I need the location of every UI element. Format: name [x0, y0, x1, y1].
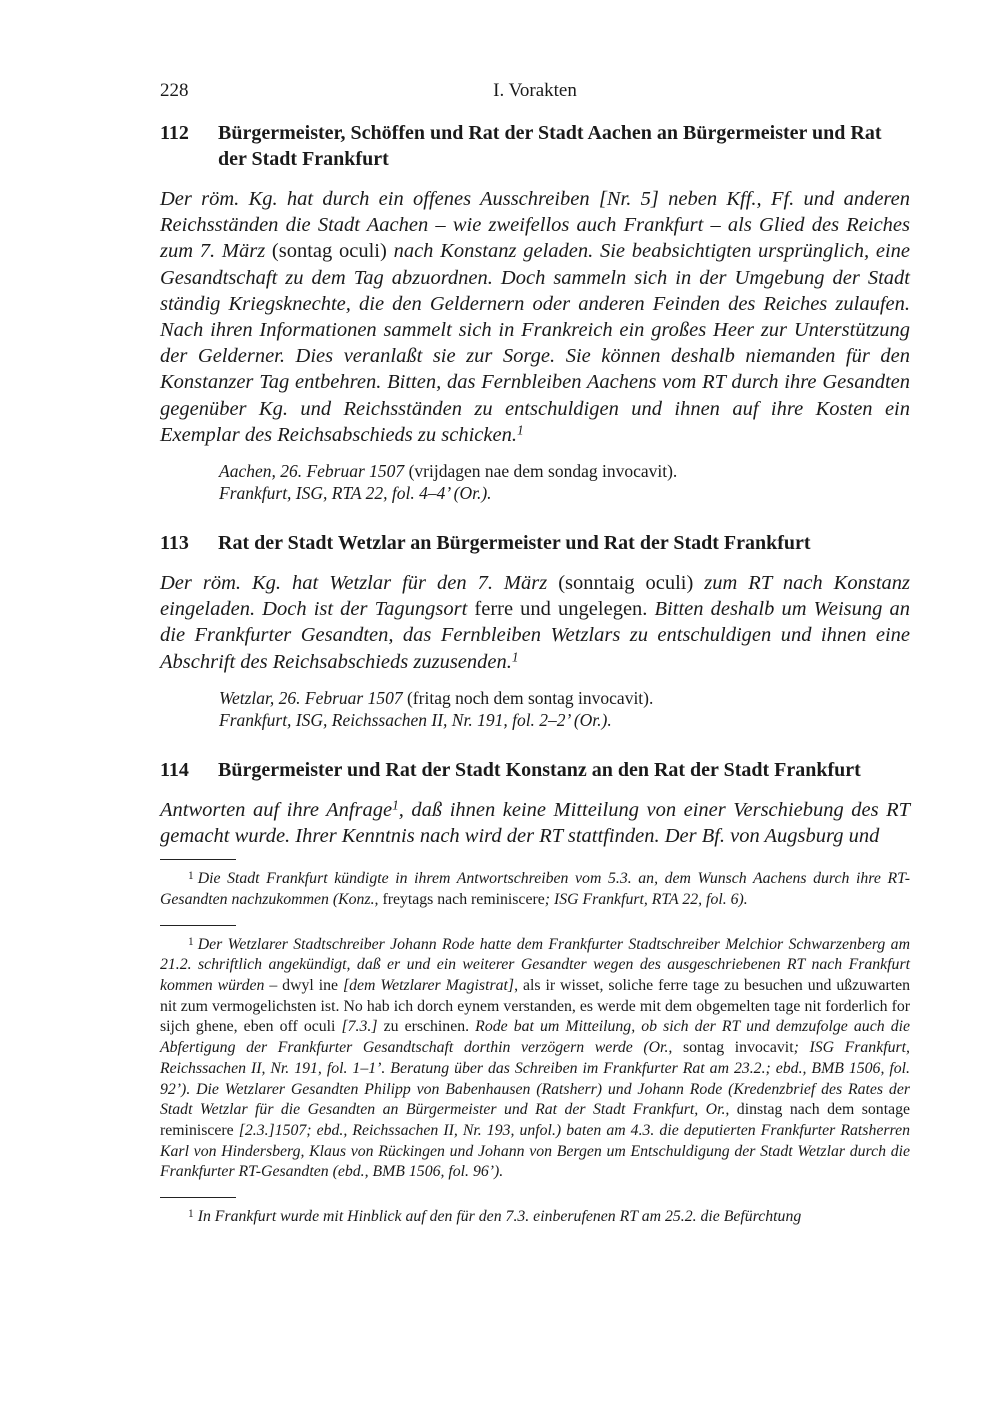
footnote-113-1	[160, 932, 910, 1183]
entry-summary	[160, 186, 910, 448]
text-segment: zu erschinen.	[377, 1018, 476, 1036]
text-segment: ; ISG Frankfurt, RTA 22, fol. 6).	[544, 890, 748, 908]
text-segment: , daß ihnen keine Mitteilung von einer Verschiebung des RT gemacht wurde. Ihrer Kenntnis nach wird der RT stattfinden. Der Bf. von Augsburg und	[160, 798, 910, 848]
text-segment: Wetzlar, 26. Februar 1507	[219, 687, 403, 708]
text-segment: [dem Wetzlarer Magistrat]	[342, 977, 515, 994]
footnote-number: 1	[188, 1208, 194, 1221]
text-segment: sontag invocavit	[672, 1039, 794, 1057]
entry-number: 112	[160, 122, 189, 144]
text-segment: [7.3.]	[341, 1018, 378, 1036]
page-number: 228	[160, 80, 189, 101]
text-segment: Der Wetzlarer Stadtschreiber Johann Rode hatte dem Frankfurter Stadtschreiber Melchior Schwarzenberg am 21.2. schriftlich angekündigt, daß er und ein weiterer Gesandter wegen des ausgeschriebenen RT nach Frankfurt kommen würden	[160, 935, 910, 994]
footnote-reference: 1	[511, 648, 519, 664]
entry-114	[160, 757, 910, 849]
entry-title: Bürgermeister und Rat der Stadt Konstanz an den Rat der Stadt Frankfurt	[218, 758, 861, 781]
footnote-number: 1	[188, 935, 194, 948]
text-segment: Bitten deshalb um Weisung an die Frankfurter Gesandten, das Fernbleiben Wetzlars zu entschuldigen und ihnen eine Abschrift des Reichsabschieds zuzusenden.	[160, 598, 910, 673]
entry-number: 114	[160, 758, 189, 781]
footnote-114-1	[160, 1204, 910, 1228]
entry-title: Rat der Stadt Wetzlar an Bürgermeister und Rat der Stadt Frankfurt	[218, 532, 811, 555]
place-date	[219, 687, 910, 709]
text-segment: Frankfurt, ISG, RTA 22, fol. 4–4’ (Or.).	[219, 483, 492, 504]
text-segment: In Frankfurt wurde mit Hinblick auf den für den 7.3. einberufenen RT am 25.2. die Befürchtung	[197, 1208, 802, 1225]
entry-number: 113	[160, 532, 189, 555]
running-header	[160, 80, 910, 110]
text-segment: (sontag oculi)	[265, 240, 394, 263]
entry-title: Bürgermeister, Schöffen und Rat der Stadt Aachen an Bürgermeister und Rat der Stadt Frankfurt	[218, 122, 882, 170]
running-title: I. Vorakten	[493, 80, 577, 101]
entry-heading	[160, 757, 910, 783]
footnote-divider	[160, 925, 236, 926]
archival-source	[219, 482, 910, 504]
text-segment: (fritag noch dem sontag invocavit).	[402, 687, 654, 708]
text-segment: Aachen, 26. Februar 1507	[219, 461, 405, 482]
entry-113	[160, 530, 910, 731]
footnote-reference: 1	[516, 422, 524, 438]
text-segment: dinstag nach dem sontage reminiscere	[160, 1101, 911, 1139]
text-segment: – dwyl ine	[264, 977, 343, 994]
text-segment: ferre und ungelegen.	[467, 598, 655, 621]
entry-112	[160, 120, 910, 504]
text-segment: [2.3.]1507; ebd., Reichssachen II, Nr. 193, unfol.) baten am 4.3. die deputierten Frankfurter Ratsherren Karl von Hindersberg, Klaus von Rückingen und Johann von Bergen um Entschuldigung der Stadt Wetzlar durch die Frankfurter RT-Gesandten (ebd., BMB 1506, fol. 96’).	[160, 1121, 910, 1181]
archival-source	[219, 709, 910, 731]
text-segment: Die Stadt Frankfurt kündigte in ihrem Antwortschreiben vom 5.3. an, dem Wunsch Aachens durch ihre RT-Gesandten nachzukommen (Konz.,	[160, 870, 910, 908]
text-segment: zum RT nach Konstanz eingeladen. Doch ist der Tagungsort	[160, 572, 910, 621]
footnote-reference: 1	[392, 797, 399, 813]
text-segment: (vrijdagen nae dem sondag invocavit).	[404, 461, 678, 482]
text-segment: (sonntaig oculi)	[547, 572, 705, 595]
text-segment: Frankfurt, ISG, Reichssachen II, Nr. 191, fol. 2–2’ (Or.).	[219, 709, 612, 730]
text-segment: nach Konstanz geladen. Sie beabsichtigten ursprünglich, eine Gesandtschaft zu dem Tag abzuordnen. Doch sammeln sich in der Umgebung der Stadt ständig Kriegsknechte, die den Geldernern oder anderen Feinden des Reiches zulaufen. Nach ihren Informationen sammelt sich in Frankreich ein großes Heer zur Unterstützung der Gelderner. Dies veranlaßt sie zur Sorge. Sie können deshalb niemanden für den Konstanzer Tag entbehren. Bitten, das Fernbleiben Aachens vom RT durch ihre Gesandten gegenüber Kg. und Reichsständen zu entschuldigen und ihnen auf ihre Kosten ein Exemplar des Reichsabschieds zu schicken.	[160, 240, 910, 446]
footnote-112-1	[160, 866, 910, 910]
entry-heading	[160, 530, 910, 556]
place-date	[219, 460, 910, 482]
text-segment: Der röm. Kg. hat Wetzlar für den 7. März	[160, 572, 548, 595]
footnote-divider	[160, 859, 236, 860]
text-segment: Rode bat um Mitteilung, ob sich der RT und demzufolge auch die Abfertigung der Frankfurter Gesandtschaft dorthin verzögern werde (Or.,	[160, 1018, 910, 1057]
text-segment: freytags nach reminiscere	[378, 890, 545, 908]
entry-summary	[160, 570, 910, 675]
footnote-divider	[160, 1197, 236, 1198]
text-segment: Antworten auf ihre Anfrage	[160, 798, 393, 821]
entry-heading	[160, 120, 910, 172]
text-segment: Der röm. Kg. hat durch ein offenes Ausschreiben [Nr. 5] neben Kff., Ff. und anderen Reichsständen die Stadt Aachen – wie zweifellos auch Frankfurt – als Glied des Reiches zum 7. März	[160, 188, 910, 263]
document-page	[160, 80, 910, 1228]
text-segment: , als ir wisset, soliche ferre tage zu besuchen und ußzuwarten nit zum vermogelichsten ist. No hab ich dorch eynem verstanden, es werde mit dem obgemelten tage nit forderlich for sijch ghene, eben off oculi	[160, 977, 911, 1036]
entry-summary	[160, 797, 910, 849]
footnote-number: 1	[188, 870, 194, 883]
text-segment: ; ISG Frankfurt, Reichssachen II, Nr. 191, fol. 1–1’. Beratung über das Schreiben im Frankfurter Rat am 23.2.; ebd., BMB 1506, fol. 92’). Die Wetzlarer Gesandten Philipp von Babenhausen (Ratsherr) und Johann Rode (Kredenzbrief des Rates der Stadt Wetzlar für die Gesandten an Bürgermeister und Rat der Stadt Frankfurt, Or.,	[160, 1039, 910, 1119]
